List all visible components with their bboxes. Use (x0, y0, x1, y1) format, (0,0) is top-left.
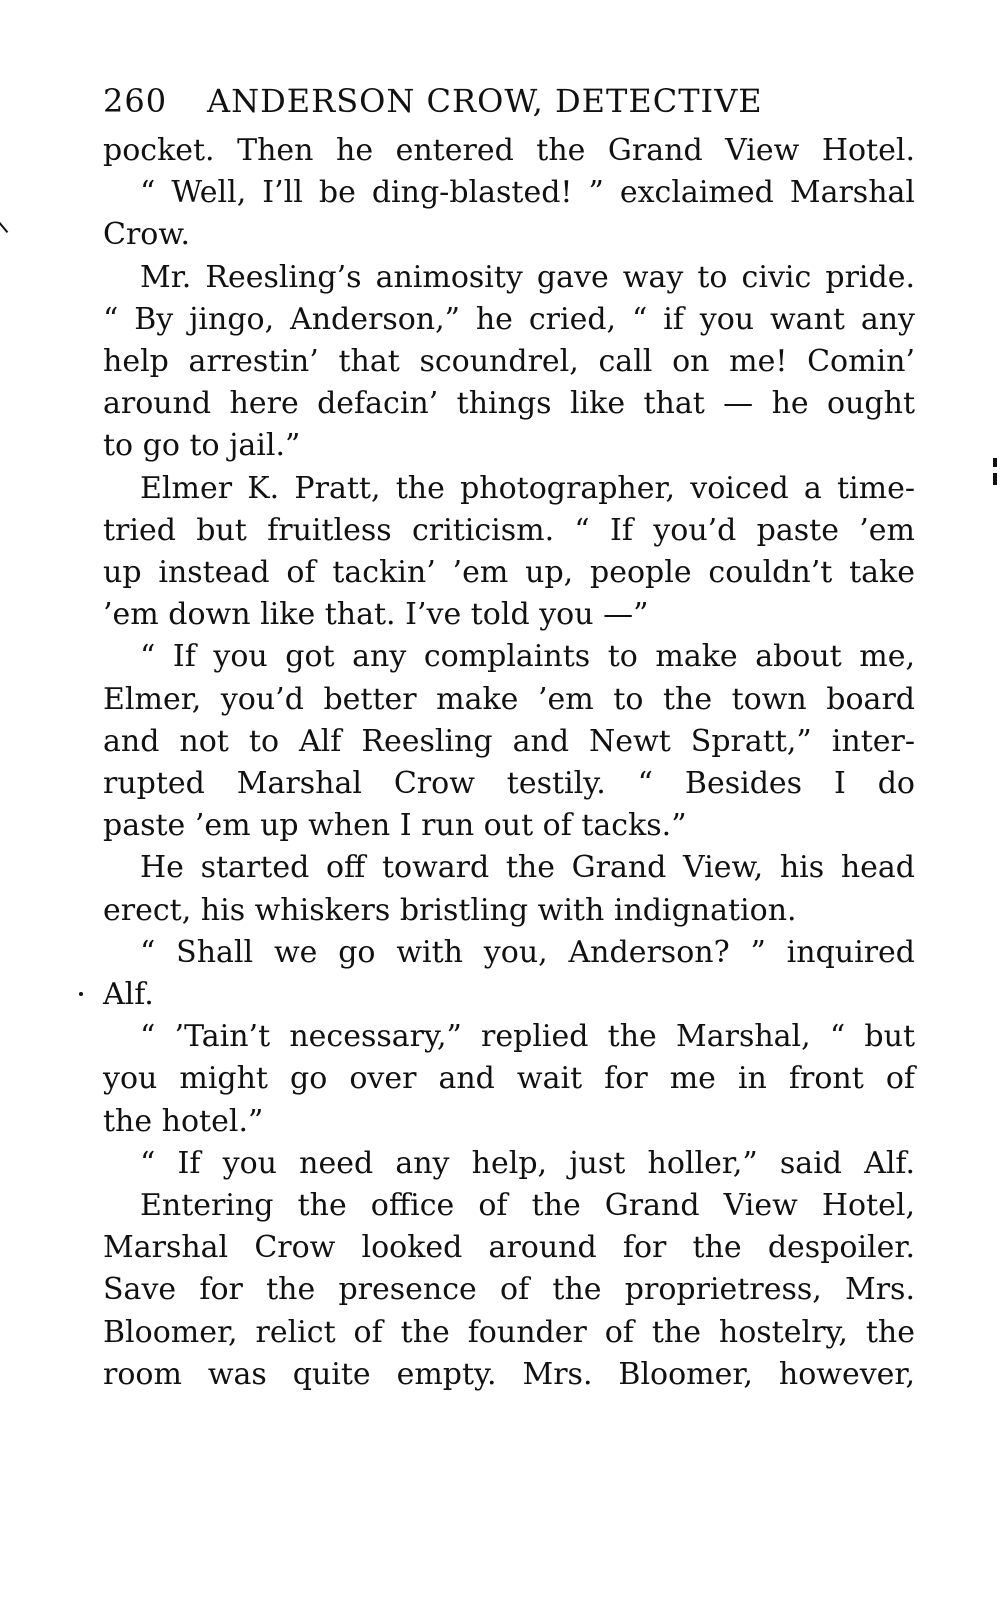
body-text (103, 130, 915, 1396)
scan-artifact-mark (79, 992, 83, 996)
text-line: Bloomer, relict of the founder of the hostelry, the (103, 1314, 915, 1350)
paragraph (103, 172, 915, 256)
text-line: rupted Marshal Crow testily. “ Besides I do (103, 766, 915, 802)
text-line: paste ’em up when I run out of tacks.” (103, 808, 687, 844)
scan-artifact-mark (993, 473, 997, 485)
text-line: up instead of tackin’ ’em up, people couldn’t take (103, 555, 915, 591)
text-line: Crow. (103, 217, 191, 253)
text-line: and not to Alf Reesling and Newt Spratt,” inter- (103, 723, 915, 759)
text-line: room was quite empty. Mrs. Bloomer, however, (103, 1356, 915, 1392)
text-line: “ Well, I’ll be ding-blasted! ” exclaimed Marshal (140, 175, 915, 211)
text-line: help arrestin’ that scoundrel, call on me! Comin’ (103, 344, 915, 380)
text-line: erect, his whiskers bristling with indignation. (103, 892, 797, 928)
text-line: pocket. Then he entered the Grand View Hotel. (103, 133, 915, 168)
paragraph (103, 130, 915, 172)
text-line: “ ’Tain’t necessary,” replied the Marshal, “ but (140, 1019, 915, 1055)
running-head (103, 78, 915, 130)
paragraph (103, 847, 915, 931)
text-line: Elmer, you’d better make ’em to the town board (103, 681, 915, 717)
text-line: tried but fruitless criticism. “ If you’d paste ’em (103, 512, 915, 548)
text-line: Alf. (103, 977, 154, 1013)
text-line: around here defacin’ things like that — he ought (103, 386, 915, 422)
paragraph (103, 636, 915, 847)
paragraph (103, 257, 915, 468)
paragraph (103, 1143, 915, 1185)
text-line: Save for the presence of the proprietress, Mrs. (103, 1272, 915, 1308)
scan-artifact-mark (993, 458, 997, 467)
text-line: to go to jail.” (103, 428, 301, 464)
book-page (103, 78, 915, 1396)
text-line: He started off toward the Grand View, his head (140, 850, 915, 886)
paragraph (103, 468, 915, 637)
text-line: “ By jingo, Anderson,” he cried, “ if you want any (103, 301, 915, 337)
scan-artifact-mark (0, 221, 8, 233)
text-line: “ Shall we go with you, Anderson? ” inquired (140, 934, 915, 970)
text-line: “ If you need any help, just holler,” said Alf. (140, 1145, 915, 1181)
text-line: Mr. Reesling’s animosity gave way to civic pride. (140, 259, 915, 295)
text-line: Elmer K. Pratt, the photographer, voiced a time- (140, 470, 915, 506)
paragraph (103, 1185, 915, 1396)
text-line: Marshal Crow looked around for the despoiler. (103, 1230, 915, 1266)
running-title: ANDERSON CROW, DETECTIVE (207, 82, 763, 120)
text-line: you might go over and wait for me in front of (103, 1061, 915, 1097)
paragraph (103, 932, 915, 1016)
text-line: Entering the office of the Grand View Hotel, (140, 1188, 915, 1224)
text-line: “ If you got any complaints to make about me, (140, 639, 915, 675)
paragraph (103, 1016, 915, 1143)
page-number: 260 (103, 82, 168, 120)
text-line: ’em down like that. I’ve told you —” (103, 597, 649, 633)
text-line: the hotel.” (103, 1103, 264, 1139)
